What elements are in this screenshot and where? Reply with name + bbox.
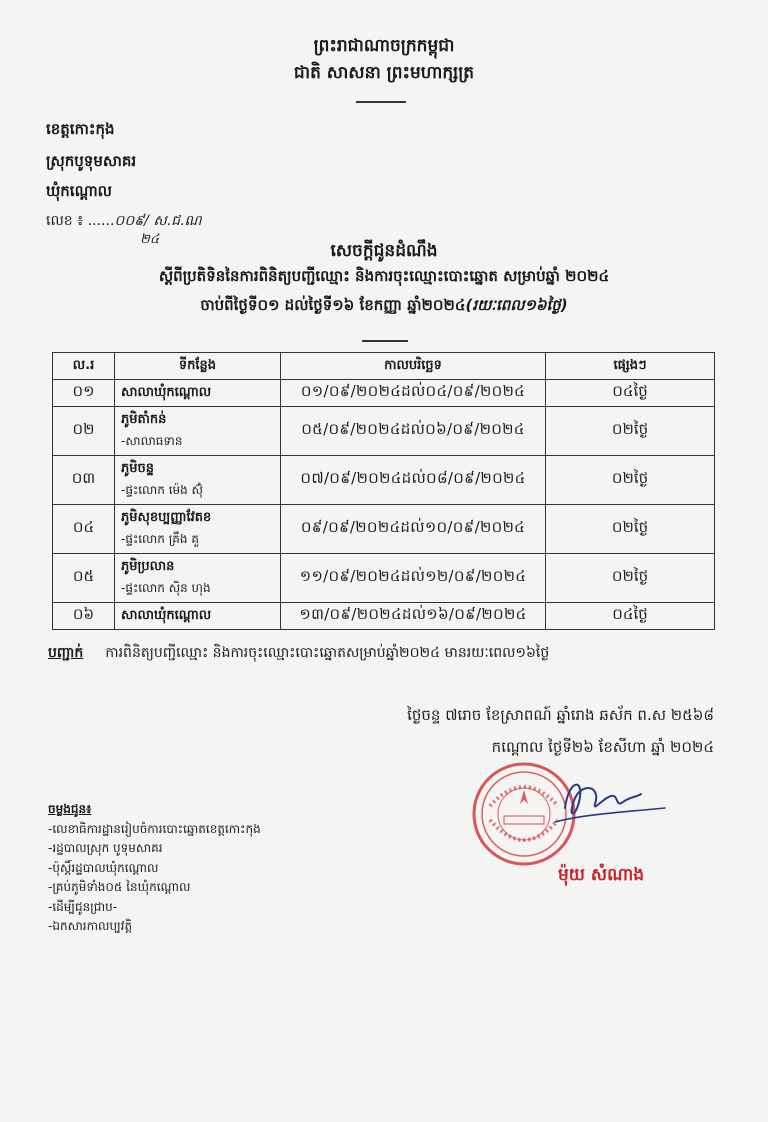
row-place <box>115 380 281 407</box>
table-row <box>53 603 715 630</box>
place-name: សាលាឃុំកណ្ដោល <box>121 384 212 400</box>
signer-name: ម៉ុយ សំណាង <box>558 865 645 885</box>
notice-title: សេចក្តីជូនដំណឹង <box>330 241 438 261</box>
row-number: ០៥ <box>53 554 115 603</box>
row-days: ០៤ថ្ងៃ <box>546 380 715 407</box>
list-item: -ឯកសារកាលប្បវត្តិ <box>48 919 133 933</box>
column-header-place: ទីកន្លែង <box>115 353 281 380</box>
header-ornament <box>356 101 406 103</box>
table-row <box>53 407 715 456</box>
row-place <box>115 505 281 554</box>
row-period: ១៣/០៩/២០២៤ដល់១៦/០៩/២០២៤ <box>281 603 546 630</box>
row-place <box>115 554 281 603</box>
row-days: ០២ថ្ងៃ <box>546 456 715 505</box>
reference-year: ២៤ <box>140 232 160 247</box>
row-period: ០៩/០៩/២០២៤ដល់១០/០៩/២០២៤ <box>281 505 546 554</box>
list-item: -រដ្ឋបាលស្រុក បូទុមសាគរ <box>48 841 163 855</box>
place-name: សាលាឃុំកណ្ដោល <box>121 607 212 623</box>
schedule-table <box>52 352 715 630</box>
row-period: ១១/០៩/២០២៤ដល់១២/០៩/២០២៤ <box>281 554 546 603</box>
place-detail: -ផ្ទះលោក គ្រឹង គួ <box>121 532 199 546</box>
list-item: -លេខាធិការដ្ឋានរៀបចំការបោះឆ្នោតខេត្តកោះកុង <box>48 821 261 836</box>
table-row <box>53 505 715 554</box>
table-row <box>53 380 715 407</box>
row-period: ០១/០៩/២០២៤ដល់០៤/០៩/២០២៤ <box>281 380 546 407</box>
row-number: ០២ <box>53 407 115 456</box>
column-header-no: ល.រ <box>53 353 115 380</box>
row-days: ០៤ថ្ងៃ <box>546 603 715 630</box>
place-detail: -ផ្ទះលោក ស៊ិន ហុង <box>121 581 211 595</box>
row-number: ០៣ <box>53 456 115 505</box>
table-row <box>53 456 715 505</box>
signature <box>545 768 675 832</box>
reference-suffix: / ស.ជ.ណ <box>144 213 202 229</box>
place-name: ភូមិសុខប្បញ្ញាវែតខ <box>121 510 212 525</box>
solar-date: កណ្ដោល ថ្ងៃទី២៦ ខែសីហា ឆ្នាំ ២០២៤ <box>491 738 714 756</box>
row-days: ០២ថ្ងៃ <box>546 505 715 554</box>
reference-value: ០០៩ <box>114 213 145 229</box>
list-item: -ដើម្បីជូនជ្រាប- <box>48 899 118 914</box>
kingdom-header: ព្រះរាជាណាចក្រកម្ពុជា <box>313 36 455 56</box>
reference-prefix: លេខ ៖ ...... <box>46 213 115 229</box>
lunar-date: ថ្ងៃចន្ទ ៧រោច ខែស្រាពណ៍ ឆ្នាំរោង ឆស័ក ព.ស ២៥៦៨ <box>407 706 714 724</box>
note <box>48 643 549 664</box>
row-period: ០៧/០៩/២០២៤ដល់០៨/០៩/២០២៤ <box>281 456 546 505</box>
title-ornament <box>362 340 408 342</box>
note-text: ការពិនិត្យបញ្ជីឈ្មោះ និងការចុះឈ្មោះបោះឆ្នោតសម្រាប់ឆ្នាំ២០២៤ មានរយៈពេល១៦ថ្ងៃ <box>105 645 550 661</box>
notice-period-text: ចាប់ពីថ្ងៃទី០១ ដល់ថ្ងៃទី១៦ ខែកញ្ញា ឆ្នាំ២០២៤ <box>200 296 466 314</box>
place-detail: -ផ្ទះលោក ម៉េង ស៊ុំ <box>121 483 203 497</box>
row-place <box>115 603 281 630</box>
district-label: ស្រុកបូទុមសាគរ <box>46 152 137 170</box>
notice-period <box>0 296 768 318</box>
row-days: ០២ថ្ងៃ <box>546 407 715 456</box>
notice-period-duration: (រយៈពេល១៦ថ្ងៃ) <box>465 296 568 314</box>
province-label: ខេត្តកោះកុង <box>46 120 115 138</box>
row-place <box>115 456 281 505</box>
place-name: ភូមិតាំកន់ <box>121 412 167 427</box>
row-period: ០៥/០៩/២០២៤ដល់០៦/០៩/២០២៤ <box>281 407 546 456</box>
notice-subject: ស្តីពីប្រតិទិននៃការពិនិត្យបញ្ជីឈ្មោះ និងការចុះឈ្មោះបោះឆ្នោត សម្រាប់ឆ្នាំ ២០២៤ <box>158 267 610 285</box>
list-item: -ប៉ុស្តិ៍រដ្ឋបាលឃុំកណ្ដោល <box>48 860 159 875</box>
note-label: បញ្ជាក់ <box>48 645 84 661</box>
cc-list <box>48 800 261 937</box>
commune-label: ឃុំកណ្ដោល <box>46 182 112 200</box>
table-row <box>53 554 715 603</box>
column-header-other: ផ្សេងៗ <box>546 353 715 380</box>
row-number: ០១ <box>53 380 115 407</box>
table-header-row <box>53 353 715 380</box>
row-number: ០៦ <box>53 603 115 630</box>
reference-number <box>46 211 202 232</box>
column-header-period: កាលបរិច្ឆេទ <box>281 353 546 380</box>
row-place <box>115 407 281 456</box>
cc-heading: ចម្លងជូន៖ <box>48 802 92 816</box>
motto-header: ជាតិ សាសនា ព្រះមហាក្សត្រ <box>293 63 475 83</box>
place-detail: -សាលាធទាន <box>121 434 183 448</box>
list-item: -គ្រប់ភូមិទាំង០៥ នៃឃុំកណ្ដោល <box>48 880 191 894</box>
row-days: ០២ថ្ងៃ <box>546 554 715 603</box>
place-name: ភូមិចន្ទ <box>121 461 155 476</box>
place-name: ភូមិប្រលាន <box>121 559 175 574</box>
row-number: ០៤ <box>53 505 115 554</box>
